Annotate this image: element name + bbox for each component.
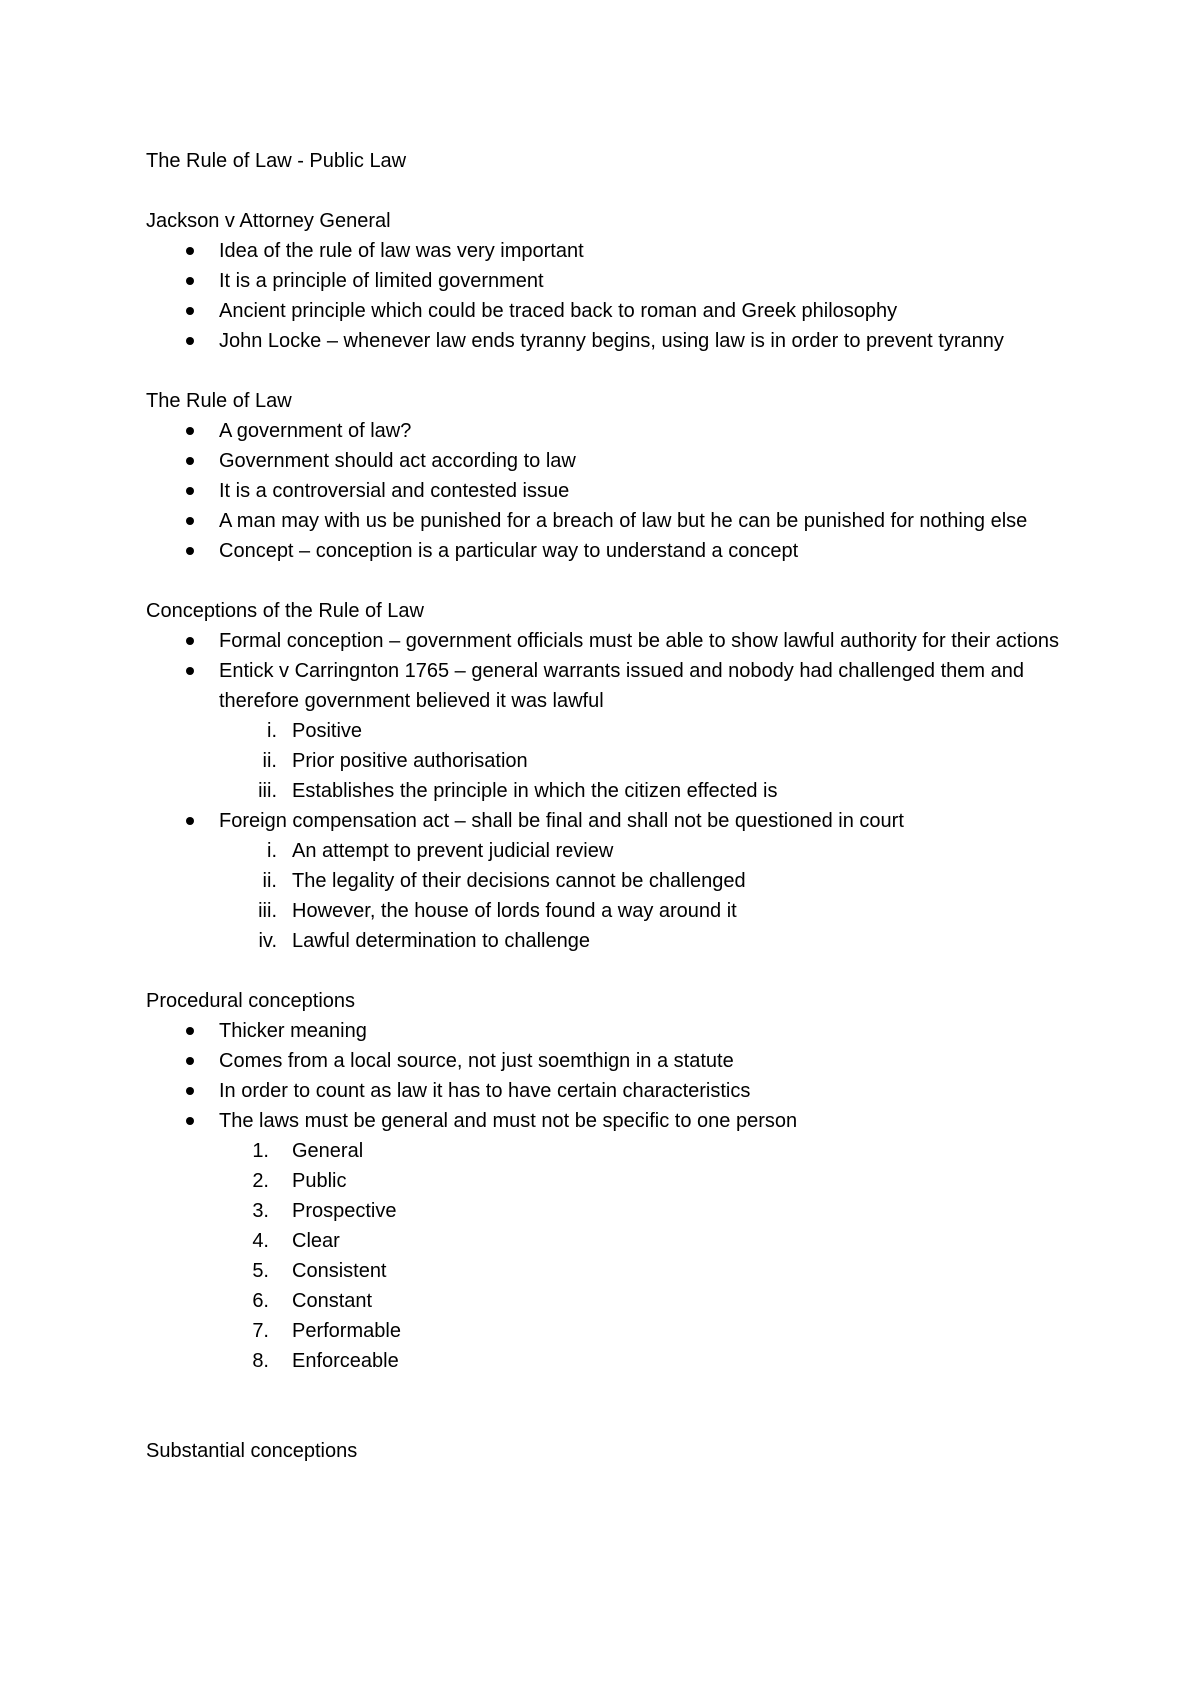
list-item: Formal conception – government officials must be able to show lawful authority for their actions [146,626,1066,656]
numbered-sublist [146,1136,1066,1376]
list-item: The laws must be general and must not be specific to one person [146,1106,1066,1136]
bullet-icon [186,1087,194,1095]
list-marker: iii. [258,780,277,802]
bullet-list [146,626,1066,716]
list-item: In order to count as law it has to have certain characteristics [146,1076,1066,1106]
list-marker: 3. [252,1200,269,1222]
bullet-icon [186,667,194,675]
list-item: Thicker meaning [146,1016,1066,1046]
bullet-icon [186,247,194,255]
bullet-icon [186,817,194,825]
list-marker: iii. [258,900,277,922]
list-item: John Locke – whenever law ends tyranny begins, using law is in order to prevent tyranny [146,326,1066,356]
section-heading: Procedural conceptions [146,990,356,1012]
sublist-item: ii. Prior positive authorisation [146,746,1066,776]
roman-sublist [146,836,1066,956]
list-marker: iv. [258,930,277,952]
list-marker: i. [267,840,277,862]
sublist-item: 2. Public [146,1166,1066,1196]
bullet-icon [186,637,194,645]
section-rule-of-law [146,386,1066,566]
section-jackson [146,206,1066,356]
sublist-item: 5. Consistent [146,1256,1066,1286]
spacer [146,1406,1066,1436]
list-marker: ii. [262,870,277,892]
list-marker: 7. [252,1320,269,1342]
list-marker: 1. [252,1140,269,1162]
bullet-list [146,236,1066,356]
sublist-item: 6. Constant [146,1286,1066,1316]
list-item: It is a principle of limited government [146,266,1066,296]
list-item: Idea of the rule of law was very important [146,236,1066,266]
bullet-icon [186,487,194,495]
bullet-icon [186,307,194,315]
roman-sublist [146,716,1066,806]
sublist-item: iii. Establishes the principle in which the citizen effected is [146,776,1066,806]
sublist-item: 4. Clear [146,1226,1066,1256]
list-item: A government of law? [146,416,1066,446]
section-heading: Substantial conceptions [146,1440,358,1462]
list-item: Ancient principle which could be traced back to roman and Greek philosophy [146,296,1066,326]
list-item: Government should act according to law [146,446,1066,476]
bullet-icon [186,517,194,525]
list-marker: ii. [262,750,277,772]
list-item: Entick v Carringnton 1765 – general warrants issued and nobody had challenged them and therefore government believed it was lawful [146,656,1066,716]
sublist-item: i. Positive [146,716,1066,746]
section-heading: Jackson v Attorney General [146,210,391,232]
sublist-item: ii. The legality of their decisions cannot be challenged [146,866,1066,896]
list-item: It is a controversial and contested issue [146,476,1066,506]
list-marker: 2. [252,1170,269,1192]
bullet-icon [186,547,194,555]
bullet-icon [186,1117,194,1125]
bullet-icon [186,457,194,465]
list-item: Foreign compensation act – shall be final and shall not be questioned in court [146,806,1066,836]
document-page [146,146,1066,1496]
section-procedural [146,986,1066,1376]
bullet-icon [186,427,194,435]
list-marker: 5. [252,1260,269,1282]
sublist-item: iv. Lawful determination to challenge [146,926,1066,956]
sublist-item: iii. However, the house of lords found a way around it [146,896,1066,926]
section-heading: The Rule of Law [146,390,292,412]
document-title: The Rule of Law - Public Law [146,150,407,172]
bullet-list [146,416,1066,566]
section-heading: Conceptions of the Rule of Law [146,600,424,622]
bullet-icon [186,1057,194,1065]
bullet-icon [186,1027,194,1035]
list-marker: 4. [252,1230,269,1252]
list-marker: 8. [252,1350,269,1372]
bullet-list [146,1016,1066,1136]
bullet-icon [186,337,194,345]
list-item: Comes from a local source, not just soemthign in a statute [146,1046,1066,1076]
list-item: Concept – conception is a particular way to understand a concept [146,536,1066,566]
section-substantial [146,1436,1066,1466]
sublist-item: i. An attempt to prevent judicial review [146,836,1066,866]
bullet-list [146,806,1066,836]
sublist-item: 8. Enforceable [146,1346,1066,1376]
sublist-item: 3. Prospective [146,1196,1066,1226]
list-marker: i. [267,720,277,742]
sublist-item: 1. General [146,1136,1066,1166]
sublist-item: 7. Performable [146,1316,1066,1346]
list-item: A man may with us be punished for a breach of law but he can be punished for nothing else [146,506,1066,536]
section-conceptions [146,596,1066,956]
list-marker: 6. [252,1290,269,1312]
bullet-icon [186,277,194,285]
